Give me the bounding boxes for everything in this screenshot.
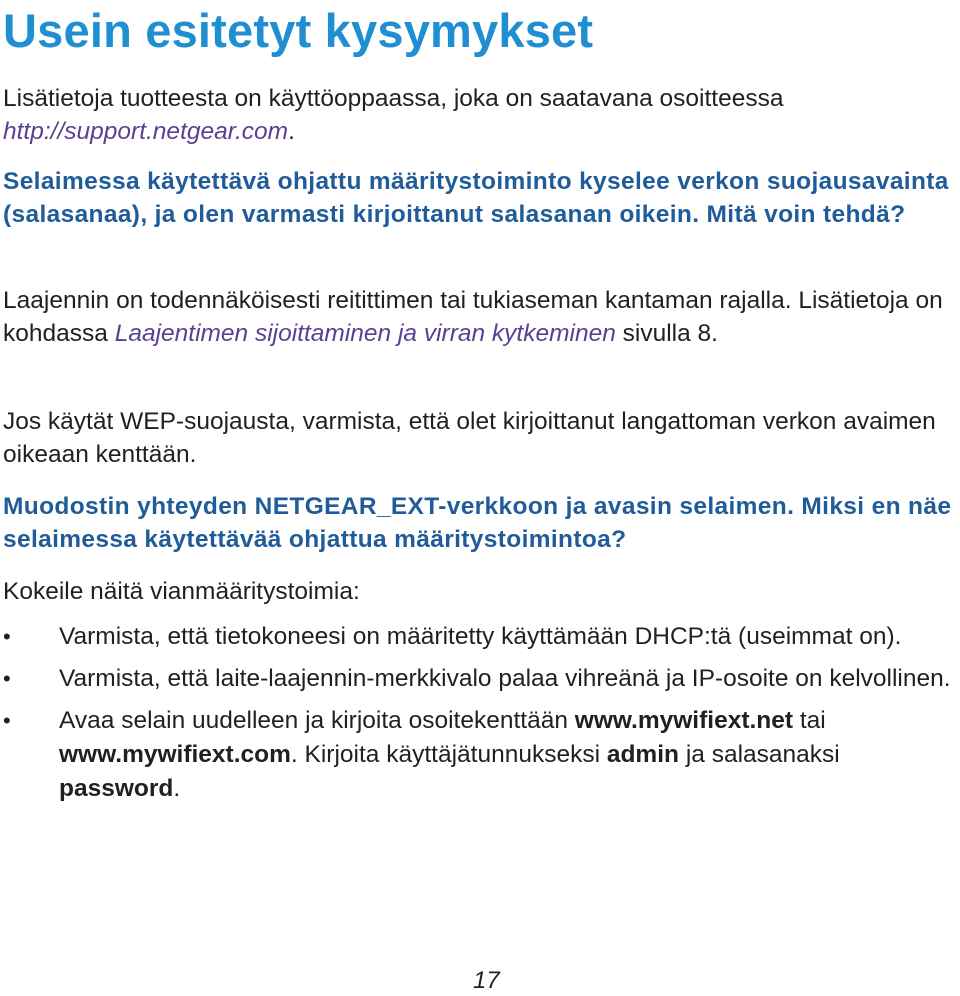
faq1-answer1-text: Laajennin on todennäköisesti reitittimen tai tukiaseman kantaman rajalla. Lisätietoja on kohdassa — [3, 287, 943, 347]
intro-text: Lisätietoja tuotteesta on käyttöoppaassa, joka on saatavana osoitteessa — [3, 85, 784, 112]
intro-link-suffix: . — [288, 118, 295, 145]
list-item — [3, 662, 958, 696]
page-title: Usein esitetyt kysymykset — [3, 4, 594, 57]
list-item — [3, 620, 958, 654]
b3-text4: ja salasanaksi — [685, 741, 840, 768]
faq2-question: Muodostin yhteyden NETGEAR_EXT-verkkoon ja avasin selaimen. Miksi en näe selaimessa käytettävää ohjattua määritystoimintoa? — [3, 493, 952, 553]
list-item — [3, 704, 958, 806]
faq2-intro: Kokeile näitä vianmääritystoimia: — [3, 578, 360, 605]
faq1-answer1 — [3, 284, 958, 350]
username-admin: admin — [606, 741, 679, 768]
support-link[interactable]: http://support.netgear.com — [3, 118, 289, 145]
faq1-answer2: Jos käytät WEP-suojausta, varmista, että olet kirjoittanut langattoman verkon avaimen oikeaan kenttään. — [3, 408, 936, 468]
list-item-text — [59, 707, 840, 802]
page-number: 17 — [473, 967, 500, 994]
placement-link[interactable]: Laajentimen sijoittaminen ja virran kytkeminen — [114, 320, 616, 347]
faq1-answer1-suffix: sivulla 8. — [622, 320, 718, 347]
bullet-icon: • — [3, 708, 11, 733]
b3-text5: . — [173, 775, 181, 802]
password-value: password — [59, 775, 174, 802]
url-mywifiext-net: www.mywifiext.net — [574, 707, 794, 734]
bullet-icon: • — [3, 666, 11, 691]
list-item-text: Varmista, että laite-laajennin-merkkivalo palaa vihreänä ja IP-osoite on kelvollinen. — [59, 665, 951, 692]
b3-text1: Avaa selain uudelleen ja kirjoita osoitekenttään — [59, 707, 568, 734]
bullet-icon: • — [3, 624, 11, 649]
url-mywifiext-com: www.mywifiext.com — [59, 741, 291, 768]
list-item-text: Varmista, että tietokoneesi on määritetty käyttämään DHCP:tä (useimmat on). — [59, 623, 902, 650]
b3-text2: tai — [799, 707, 826, 734]
troubleshooting-list — [3, 620, 958, 814]
b3-text3: . Kirjoita käyttäjätunnukseksi — [290, 741, 601, 768]
faq1-question: Selaimessa käytettävä ohjattu määritystoiminto kyselee verkon suojausavainta (salasanaa), ja olen varmasti kirjoittanut salasanan oikein. Mitä voin tehdä? — [3, 168, 949, 228]
intro-paragraph — [3, 82, 958, 148]
